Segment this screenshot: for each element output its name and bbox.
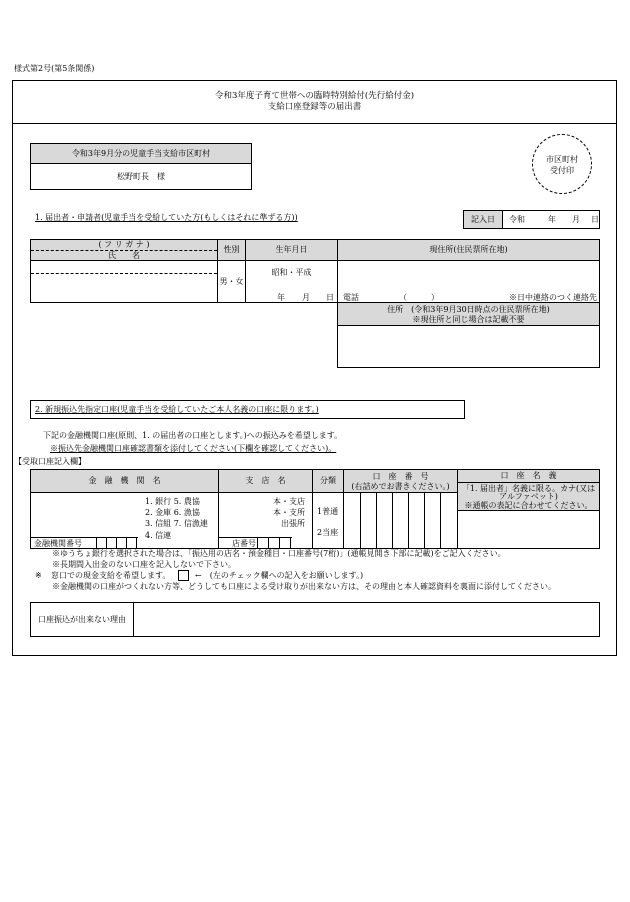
account-holder-header bbox=[457, 469, 600, 483]
account-holder-field[interactable] bbox=[457, 510, 600, 549]
entry-date-label-text: 記入日 bbox=[471, 214, 495, 224]
branch-name-field[interactable] bbox=[218, 492, 313, 549]
municipality-addressee bbox=[30, 163, 252, 190]
section2-instruction: 下記の金融機関口座(原則、1. の届出者の口座とします。)への振込みを希望します。 bbox=[43, 431, 343, 440]
branch-type-2: 本・支所 bbox=[273, 508, 305, 517]
account-type-ordinary: 1普通 bbox=[317, 507, 339, 516]
name-label: 氏 名 bbox=[108, 251, 140, 260]
entry-date-year: 年 bbox=[548, 215, 556, 224]
furigana-label: ( フ リ ガ ナ ) bbox=[98, 240, 150, 249]
yucho-note: ※ゆうちょ銀行を選択された場合は、「振込用の店名・預金種目・口座番号(7桁)」(通帳見開き下部に記載)をご記入ください。 bbox=[52, 549, 506, 558]
address-label: 現住所(住民票所在地) bbox=[429, 245, 508, 254]
reception-stamp-area bbox=[532, 134, 592, 194]
account-holder-note-line1: 「1. 届出者」名義に限る。カナ(又は bbox=[461, 484, 596, 493]
branch-type-1: 本・支店 bbox=[273, 497, 305, 506]
account-number-digit-divider bbox=[392, 493, 393, 548]
bank-code-label: 金融機関番号 bbox=[34, 539, 82, 548]
no-account-note: ※金融機関の口座がつくれない方等、どうしても口座による受け取りが出来ない方は、その理由と本人確認資料を裏面に添付してください。 bbox=[52, 582, 556, 591]
municipality-header-text: 令和3年9月分の児童手当支給市区町村 bbox=[71, 148, 211, 158]
branch-code-digit[interactable] bbox=[279, 537, 291, 549]
birthdate-header bbox=[245, 239, 338, 261]
branch-name-header bbox=[218, 469, 313, 493]
birth-year-unit: 年 bbox=[277, 293, 285, 302]
branch-type-3: 出張所 bbox=[281, 519, 305, 528]
phone-label: 電話 bbox=[343, 293, 359, 302]
form-number: 様式第2号(第5条関係) bbox=[14, 64, 95, 73]
section2-attachment-note: ※振込先金融機関口座確認書類を添付してください(下欄を確認してください)。 bbox=[50, 444, 337, 453]
reception-stamp-line2: 受付印 bbox=[550, 166, 574, 175]
account-number-digit-divider bbox=[360, 493, 361, 548]
registered-address-note: ※現住所と同じ場合は記載不要 bbox=[412, 315, 525, 324]
bank-type-1: 1. 銀行 5. 農協 bbox=[145, 497, 200, 506]
phone-parentheses: （ ） bbox=[399, 293, 439, 302]
reception-stamp-line1: 市区町村 bbox=[546, 155, 578, 164]
no-transfer-reason-label bbox=[30, 602, 134, 637]
bank-type-2: 2. 金庫 6. 漁協 bbox=[145, 508, 200, 517]
bank-name-header bbox=[30, 469, 219, 493]
account-holder-label: 口 座 名 義 bbox=[500, 471, 557, 480]
account-type-checking: 2当座 bbox=[317, 528, 339, 537]
account-type-field[interactable] bbox=[312, 492, 344, 549]
account-number-note: (右詰めでお書きください。) bbox=[351, 482, 450, 491]
no-transfer-reason-field[interactable] bbox=[133, 602, 600, 637]
entry-date-month: 月 bbox=[572, 215, 580, 224]
account-type-label: 分類 bbox=[320, 476, 336, 485]
entry-date-label bbox=[463, 210, 503, 229]
gender-header bbox=[217, 239, 246, 261]
account-holder-note-box bbox=[457, 482, 600, 511]
branch-name-label: 支 店 名 bbox=[245, 476, 286, 485]
form-title-line1: 令和3年度子育て世帯への臨時特別給付(先行給付金) bbox=[214, 91, 415, 101]
address-header bbox=[337, 239, 600, 261]
bank-name-label: 金 融 機 関 名 bbox=[88, 476, 161, 485]
entry-date-field[interactable] bbox=[502, 210, 600, 229]
current-address-field[interactable] bbox=[337, 260, 600, 303]
account-holder-note-line3: ※通帳の表記に合わせてください。 bbox=[464, 501, 593, 510]
birth-day-unit: 日 bbox=[326, 293, 334, 302]
section2-heading: 2. 新規振込先指定口座(児童手当を受給していたご本人名義の口座に限ります。) bbox=[35, 405, 319, 414]
entry-date-era: 令和 bbox=[509, 215, 525, 224]
account-number-field[interactable] bbox=[343, 492, 458, 549]
gender-label: 性別 bbox=[223, 245, 240, 254]
era-options: 昭和・平成 bbox=[271, 268, 312, 277]
municipality-addressee-text: 松野町長 様 bbox=[117, 171, 165, 181]
applicant-name-field[interactable] bbox=[30, 260, 218, 303]
dormant-account-note: ※長期間入出金のない口座を記入しないで下さい。 bbox=[52, 560, 236, 569]
no-transfer-reason-label-text: 口座振込が出来ない理由 bbox=[38, 614, 126, 624]
birthdate-field[interactable] bbox=[245, 260, 338, 303]
section1-heading: 1. 届出者・申請者(児童手当を受給していた方(もしくはそれに準ずる方)) bbox=[35, 213, 298, 222]
applicant-name-header bbox=[30, 239, 218, 261]
gender-options: 男・女 bbox=[219, 276, 244, 286]
account-number-digit-divider bbox=[376, 493, 377, 548]
bank-type-4: 4. 信連 bbox=[145, 531, 172, 540]
account-type-header bbox=[312, 469, 344, 493]
birthdate-label: 生年月日 bbox=[275, 245, 308, 254]
cash-request-checkbox[interactable] bbox=[178, 570, 189, 581]
header-divider bbox=[12, 123, 617, 124]
account-number-header bbox=[343, 469, 458, 493]
account-number-digit-divider bbox=[440, 493, 441, 548]
account-holder-note-line2: アルファベット) bbox=[499, 492, 558, 501]
bank-type-3: 3. 信組 7. 信漁連 bbox=[145, 519, 208, 528]
cash-request-text: 窓口での現金支給を希望します。 bbox=[51, 571, 171, 580]
form-title-line2: 支給口座登録等の届出書 bbox=[267, 102, 362, 112]
account-table-caption: 【受取口座記入欄】 bbox=[14, 457, 86, 466]
municipality-header bbox=[30, 143, 252, 164]
account-number-label: 口 座 番 号 bbox=[372, 472, 429, 481]
birth-month-unit: 月 bbox=[302, 293, 310, 302]
entry-date-day: 日 bbox=[591, 215, 599, 224]
bank-code-digit[interactable] bbox=[126, 537, 137, 549]
account-number-digit-divider bbox=[408, 493, 409, 548]
gender-field[interactable] bbox=[217, 260, 246, 303]
cash-request-mark: ※ bbox=[35, 571, 42, 580]
phone-note: ※日中連絡のつく連絡先 bbox=[509, 293, 597, 302]
cash-request-arrow-note: ← (左のチェック欄への記入をお願いします。) bbox=[195, 571, 364, 580]
branch-code-label: 店番号 bbox=[232, 539, 256, 548]
registered-address-header bbox=[337, 302, 600, 326]
account-number-digit-divider bbox=[424, 493, 425, 548]
registered-address-label: 住所 (令和3年9月30日時点の住民票所在地) bbox=[387, 305, 550, 314]
registered-address-field[interactable] bbox=[337, 325, 600, 368]
furigana-entry-divider bbox=[31, 273, 217, 274]
section2-heading-box bbox=[30, 400, 465, 419]
bank-name-field[interactable] bbox=[30, 492, 219, 549]
